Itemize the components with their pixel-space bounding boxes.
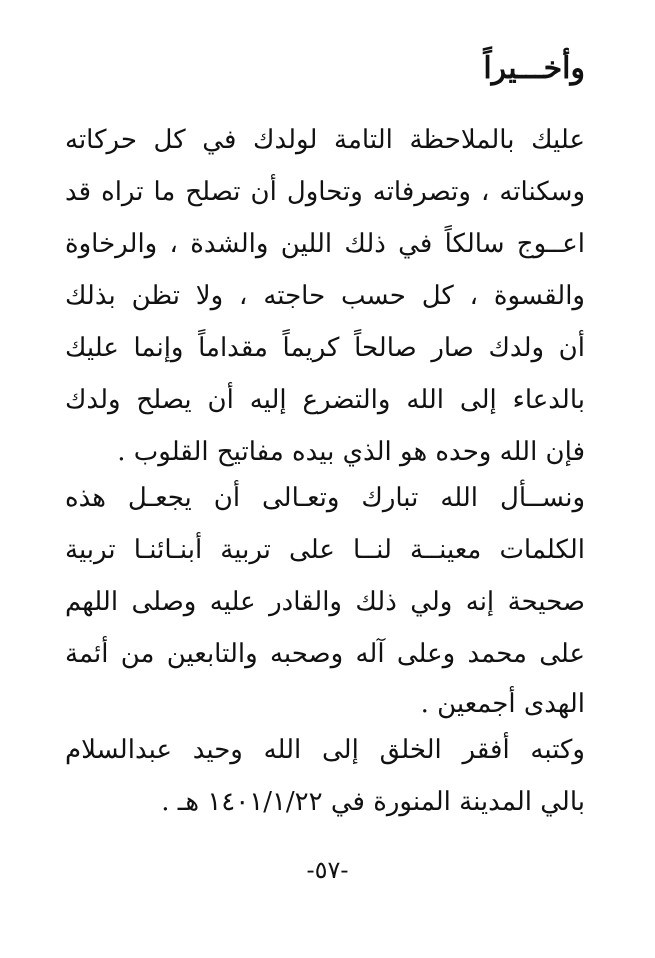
page-number: -٥٧- — [306, 856, 349, 884]
text-line-11: على محمد وعلى آله وصحبه والتابعين من أئمة — [65, 639, 585, 669]
text-line-2: وسكناته ، وتصرفاته وتحاول أن تصلح ما تراه قد — [65, 177, 585, 207]
text-line-5: أن ولدك صار صالحاً كريماً مقداماً وإنما عليك — [65, 333, 585, 363]
text-line-1: عليك بالملاحظة التامة لولدك في كل حركاته — [65, 125, 585, 155]
text-line-6: بالدعاء إلى الله والتضرع إليه أن يصلح ولدك — [65, 385, 585, 415]
text-line-10: صحيحة إنه ولي ذلك والقادر عليه وصلى اللهم — [65, 587, 585, 617]
text-line-8: ونســأل الله تبارك وتعـالى أن يجعـل هذه — [65, 483, 585, 513]
text-line-9: الكلمات معينــة لنــا على تربية أبنـائنـا تربية — [65, 535, 585, 565]
text-line-14: بالي المدينة المنورة في ١٤٠١/١/٢٢ هـ . — [161, 787, 585, 817]
text-line-12: الهدى أجمعين . — [420, 689, 585, 719]
text-line-13: وكتبه أفقر الخلق إلى الله وحيد عبدالسلام — [65, 735, 585, 765]
text-line-3: اعــوج سالكاً في ذلك اللين والشدة ، والرخاوة — [65, 229, 585, 259]
text-line-7: فإن الله وحده هو الذي بيده مفاتيح القلوب . — [117, 437, 585, 467]
section-heading: وأخـــيراً — [483, 51, 585, 86]
text-line-4: والقسوة ، كل حسب حاجته ، ولا تظن بذلك — [65, 281, 585, 311]
